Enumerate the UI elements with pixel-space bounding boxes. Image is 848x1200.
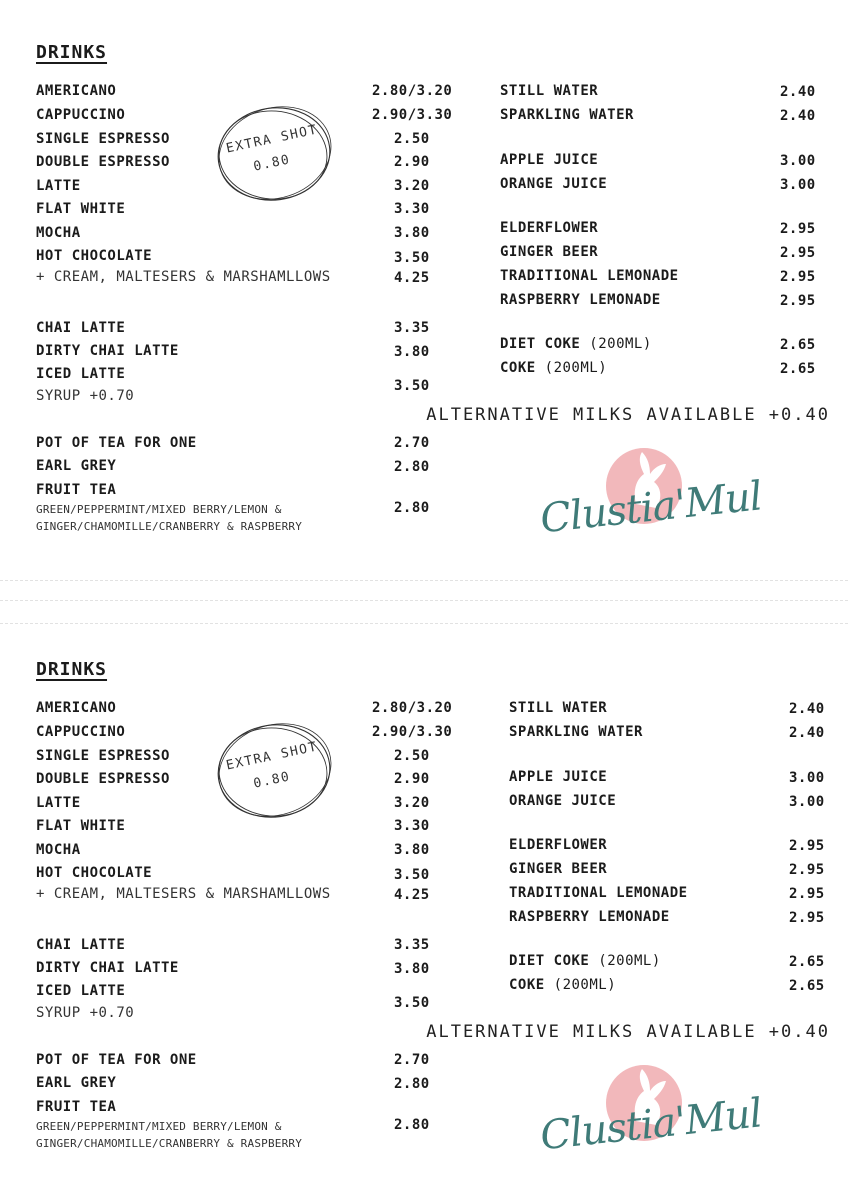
menu-item-name: SYRUP +0.70 bbox=[36, 388, 135, 404]
menu-item-price: 2.65 bbox=[780, 361, 816, 377]
menu-item-name: LATTE bbox=[36, 178, 81, 194]
menu-item-price: 2.65 bbox=[780, 337, 816, 353]
menu-item-name: EARL GREY bbox=[36, 1075, 117, 1091]
menu-item-name: FRUIT TEA bbox=[36, 1099, 117, 1115]
panel-divider bbox=[0, 623, 848, 624]
menu-item-price: 2.95 bbox=[789, 886, 825, 902]
menu-item-price: 2.80 bbox=[394, 1076, 430, 1092]
menu-item-name: ICED LATTE bbox=[36, 366, 126, 382]
menu-item-price: 3.00 bbox=[780, 153, 816, 169]
menu-item-price: 2.95 bbox=[780, 245, 816, 261]
menu-item-price: 3.00 bbox=[780, 177, 816, 193]
menu-item-name: HOT CHOCOLATE bbox=[36, 865, 153, 881]
menu-item-name: ELDERFLOWER bbox=[509, 837, 608, 853]
menu-item-price: 2.40 bbox=[780, 84, 816, 100]
menu-item-name: GINGER BEER bbox=[509, 861, 608, 877]
menu-item-price: 2.70 bbox=[394, 435, 430, 451]
menu-item-name: DIET COKE (200ML) bbox=[500, 336, 652, 352]
brand-logo bbox=[538, 1061, 764, 1191]
menu-item-price: 3.20 bbox=[394, 178, 430, 194]
menu-item-name: LATTE bbox=[36, 795, 81, 811]
menu-item-price: 2.95 bbox=[789, 910, 825, 926]
menu-item-price: 3.80 bbox=[394, 344, 430, 360]
menu-item-price: 2.65 bbox=[789, 978, 825, 994]
extra-shot-price: 0.80 bbox=[252, 769, 292, 792]
extra-shot-badge bbox=[212, 102, 332, 202]
menu-item-price: 2.95 bbox=[780, 293, 816, 309]
menu-item-price: 2.90/3.30 bbox=[372, 724, 453, 740]
menu-item-unit: (200ML) bbox=[589, 953, 661, 969]
menu-item-price: 3.50 bbox=[394, 250, 430, 266]
menu-item-name: GINGER BEER bbox=[500, 244, 599, 260]
menu-item-name: POT OF TEA FOR ONE bbox=[36, 435, 197, 451]
menu-item-price: 2.95 bbox=[780, 269, 816, 285]
menu-item-price: 4.25 bbox=[394, 270, 430, 286]
menu-item-price: 2.80 bbox=[394, 459, 430, 475]
menu-item-price: 2.65 bbox=[789, 954, 825, 970]
menu-item-name: ICED LATTE bbox=[36, 983, 126, 999]
menu-item-price: 2.95 bbox=[780, 221, 816, 237]
menu-item-price: 3.30 bbox=[394, 201, 430, 217]
menu-item-name: DIRTY CHAI LATTE bbox=[36, 960, 179, 976]
panel-divider bbox=[0, 580, 848, 581]
menu-item-name: DOUBLE ESPRESSO bbox=[36, 154, 170, 170]
menu-item-name: AMERICANO bbox=[36, 83, 117, 99]
menu-item-name: SYRUP +0.70 bbox=[36, 1005, 135, 1021]
menu-item-name: MOCHA bbox=[36, 842, 81, 858]
menu-item-price: 2.40 bbox=[789, 701, 825, 717]
menu-item-name: ORANGE JUICE bbox=[509, 793, 617, 809]
extra-shot-badge bbox=[212, 719, 332, 819]
menu-item-name: APPLE JUICE bbox=[500, 152, 599, 168]
menu-item-name: STILL WATER bbox=[509, 700, 608, 716]
menu-item-price: 2.90 bbox=[394, 154, 430, 170]
menu-item-price: 3.30 bbox=[394, 818, 430, 834]
menu-item-price: 4.25 bbox=[394, 887, 430, 903]
menu-item-name: RASPBERRY LEMONADE bbox=[500, 292, 661, 308]
menu-item-price: 3.80 bbox=[394, 842, 430, 858]
menu-item-name: COKE (200ML) bbox=[500, 360, 608, 376]
menu-item-name: TRADITIONAL LEMONADE bbox=[509, 885, 688, 901]
menu-item-name: APPLE JUICE bbox=[509, 769, 608, 785]
menu-item-unit: (200ML) bbox=[544, 977, 617, 993]
menu-item-name: EARL GREY bbox=[36, 458, 117, 474]
menu-item-price: 2.90 bbox=[394, 771, 430, 787]
menu-item-name: FLAT WHITE bbox=[36, 818, 126, 834]
menu-item-name: CAPPUCCINO bbox=[36, 724, 126, 740]
menu-item-name: DIRTY CHAI LATTE bbox=[36, 343, 179, 359]
menu-item-name: COKE (200ML) bbox=[509, 977, 617, 993]
menu-item-price: 2.80/3.20 bbox=[372, 700, 453, 716]
menu-item-price: 2.70 bbox=[394, 1052, 430, 1068]
menu-item-name: SINGLE ESPRESSO bbox=[36, 131, 170, 147]
menu-item-price: 2.50 bbox=[394, 131, 430, 147]
menu-item-name: GREEN/PEPPERMINT/MIXED BERRY/LEMON & bbox=[36, 1120, 282, 1133]
menu-item-price: 3.80 bbox=[394, 225, 430, 241]
menu-item-name: STILL WATER bbox=[500, 83, 599, 99]
menu-item-name: RASPBERRY LEMONADE bbox=[509, 909, 670, 925]
menu-item-name: SINGLE ESPRESSO bbox=[36, 748, 170, 764]
menu-item-name: AMERICANO bbox=[36, 700, 117, 716]
menu-item-name: CAPPUCCINO bbox=[36, 107, 126, 123]
extra-shot-label: EXTRA SHOT bbox=[224, 122, 320, 157]
menu-item-price: 3.50 bbox=[394, 995, 430, 1011]
menu-item-price: 3.20 bbox=[394, 795, 430, 811]
menu-item-price: 3.50 bbox=[394, 867, 430, 883]
menu-item-unit: (200ML) bbox=[535, 360, 608, 376]
alternative-milks-note: ALTERNATIVE MILKS AVAILABLE +0.40 bbox=[426, 1022, 830, 1042]
menu-item-name: + CREAM, MALTESERS & MARSHAMLLOWS bbox=[36, 886, 331, 902]
extra-shot-label: EXTRA SHOT bbox=[224, 739, 320, 774]
menu-item-price: 2.90/3.30 bbox=[372, 107, 453, 123]
menu-item-price: 3.35 bbox=[394, 937, 430, 953]
menu-item-name: MOCHA bbox=[36, 225, 81, 241]
section-heading: DRINKS bbox=[36, 42, 108, 63]
menu-item-price: 2.95 bbox=[789, 838, 825, 854]
menu-item-name: HOT CHOCOLATE bbox=[36, 248, 153, 264]
extra-shot-price: 0.80 bbox=[252, 152, 292, 175]
menu-item-name: TRADITIONAL LEMONADE bbox=[500, 268, 679, 284]
menu-item-name: ORANGE JUICE bbox=[500, 176, 608, 192]
menu-item-price: 3.35 bbox=[394, 320, 430, 336]
brand-wordmark: Clustia'Mul bbox=[538, 473, 764, 543]
menu-panel-1 bbox=[0, 0, 848, 580]
menu-item-price: 3.00 bbox=[789, 794, 825, 810]
menu-item-price: 2.40 bbox=[789, 725, 825, 741]
alternative-milks-note: ALTERNATIVE MILKS AVAILABLE +0.40 bbox=[426, 405, 830, 425]
menu-item-name: GREEN/PEPPERMINT/MIXED BERRY/LEMON & bbox=[36, 503, 282, 516]
menu-item-name: DIET COKE (200ML) bbox=[509, 953, 661, 969]
menu-item-name: DOUBLE ESPRESSO bbox=[36, 771, 170, 787]
menu-item-price: 2.50 bbox=[394, 748, 430, 764]
menu-item-price: 2.95 bbox=[789, 862, 825, 878]
menu-item-name: FRUIT TEA bbox=[36, 482, 117, 498]
menu-item-price: 2.80 bbox=[394, 500, 430, 516]
menu-item-name: FLAT WHITE bbox=[36, 201, 126, 217]
menu-item-unit: (200ML) bbox=[580, 336, 652, 352]
menu-item-price: 2.80 bbox=[394, 1117, 430, 1133]
menu-item-name: CHAI LATTE bbox=[36, 937, 126, 953]
menu-item-price: 3.50 bbox=[394, 378, 430, 394]
menu-item-price: 3.00 bbox=[789, 770, 825, 786]
menu-item-name: ELDERFLOWER bbox=[500, 220, 599, 236]
menu-item-name: SPARKLING WATER bbox=[500, 107, 634, 123]
menu-item-name: CHAI LATTE bbox=[36, 320, 126, 336]
menu-panel-2 bbox=[0, 617, 848, 1197]
menu-item-price: 2.40 bbox=[780, 108, 816, 124]
brand-wordmark: Clustia'Mul bbox=[538, 1090, 764, 1160]
menu-item-name: GINGER/CHAMOMILLE/CRANBERRY & RASPBERRY bbox=[36, 520, 303, 533]
panel-divider bbox=[0, 600, 848, 601]
section-heading: DRINKS bbox=[36, 659, 108, 680]
menu-item-name: GINGER/CHAMOMILLE/CRANBERRY & RASPBERRY bbox=[36, 1137, 303, 1150]
menu-item-name: SPARKLING WATER bbox=[509, 724, 643, 740]
menu-item-name: + CREAM, MALTESERS & MARSHAMLLOWS bbox=[36, 269, 331, 285]
brand-logo bbox=[538, 444, 764, 574]
menu-item-price: 2.80/3.20 bbox=[372, 83, 453, 99]
menu-item-name: POT OF TEA FOR ONE bbox=[36, 1052, 197, 1068]
menu-item-price: 3.80 bbox=[394, 961, 430, 977]
